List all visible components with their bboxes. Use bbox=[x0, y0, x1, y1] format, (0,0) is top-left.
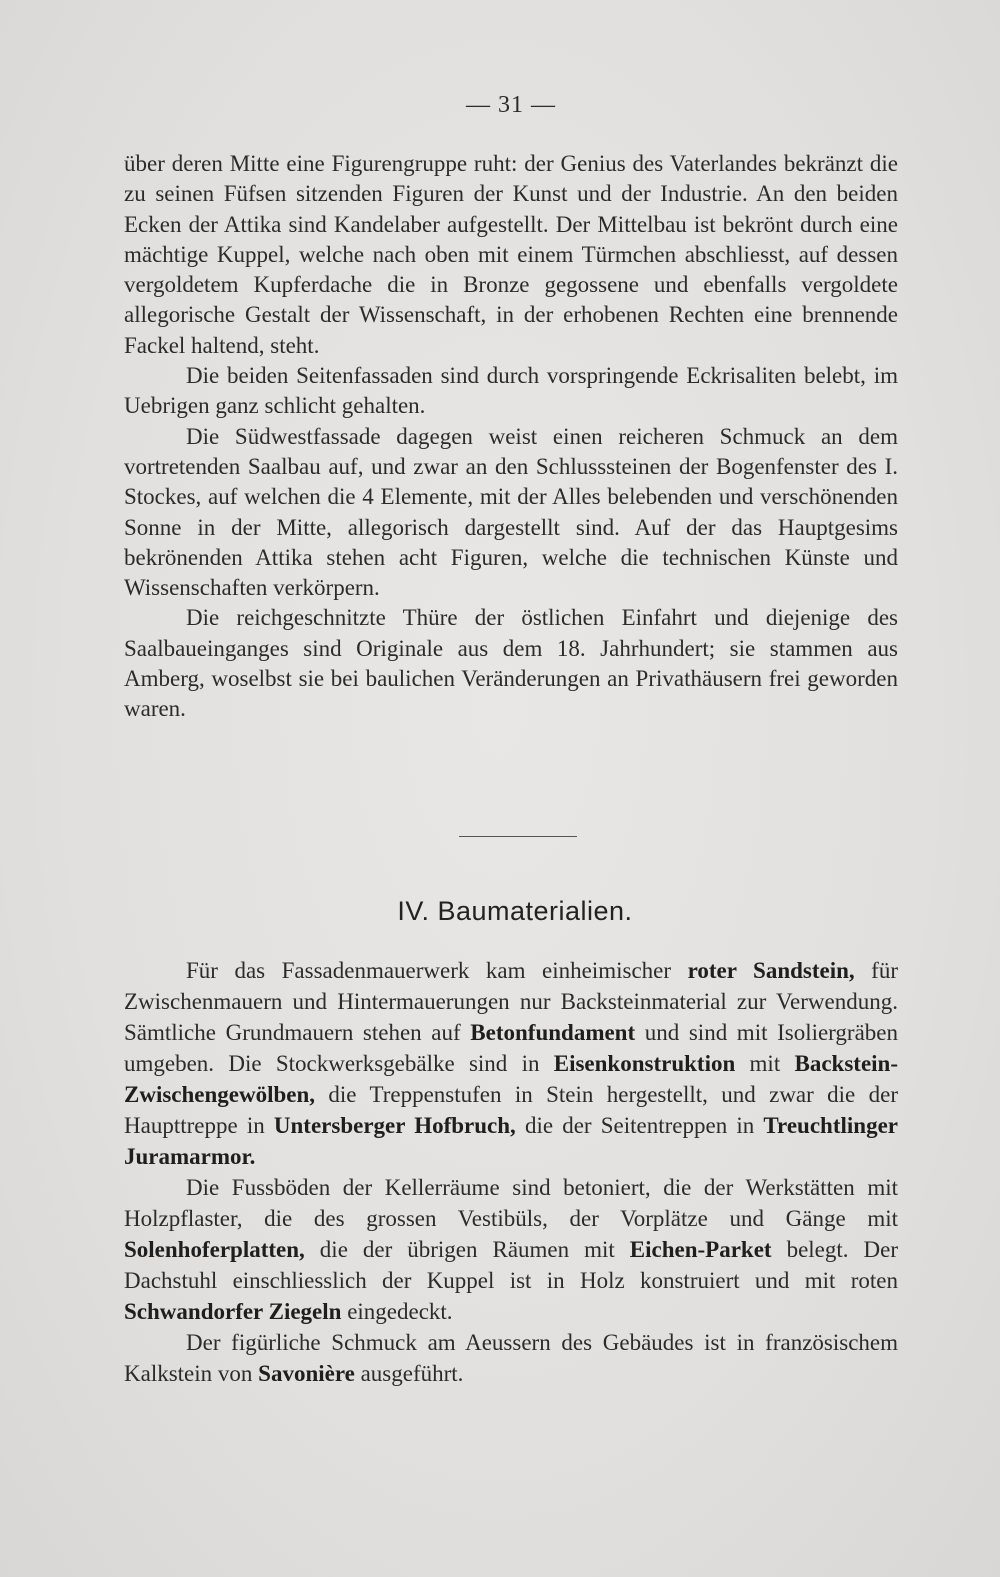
emphasized-term: Untersberger Hofbruch, bbox=[273, 1113, 516, 1138]
emphasized-term: Treuchtlinger Juramarmor. bbox=[124, 1113, 898, 1169]
text-run: die der Seitentreppen in bbox=[515, 1113, 764, 1138]
section-divider bbox=[459, 836, 577, 837]
emphasized-term: Eisenkonstruktion bbox=[553, 1051, 736, 1076]
paragraph bbox=[124, 1172, 898, 1327]
emphasized-term: Backstein-Zwischengewölben, bbox=[124, 1051, 898, 1107]
emphasized-term: Schwandorfer Ziegeln bbox=[124, 1299, 342, 1324]
text-section-materials bbox=[124, 955, 898, 1389]
text-run: die Treppenstufen in Stein hergestellt, und zwar die der Haupttreppe in bbox=[124, 1082, 898, 1138]
emphasized-term: Betonfundament bbox=[470, 1020, 636, 1045]
text-run: mit bbox=[735, 1051, 795, 1076]
paragraph: Die beiden Seitenfassaden sind durch vorspringende Eckrisaliten belebt, im Uebrigen ganz schlicht gehalten. bbox=[124, 363, 898, 419]
paragraph bbox=[124, 955, 898, 1172]
text-run: die der übrigen Räumen mit bbox=[304, 1237, 630, 1262]
emphasized-term: Solenhoferplatten, bbox=[124, 1237, 305, 1262]
text-run: und sind mit Isoliergräben umgeben. Die Stockwerksgebälke sind in bbox=[124, 1020, 898, 1076]
paragraph: über deren Mitte eine Figurengruppe ruht: der Genius des Vaterlandes bekränzt die zu seinen Füfsen sitzenden Figuren der Kunst und der Industrie. An den beiden Ecken der Attika sind Kandelaber aufgestellt. Der Mittelbau ist bekrönt durch eine mächtige Kuppel, welche nach oben mit einem Türmchen abschliesst, auf dessen vergoldetem Kupferdache die in Bronze gegossene und ebenfalls vergoldete allegorische Gestalt der Wissenschaft, in der erhobenen Rechten eine brennende Fackel haltend, steht. bbox=[124, 151, 898, 358]
text-run: Die Fussböden der Kellerräume sind betoniert, die der Werkstätten mit Holzpflaster, die des grossen Vestibüls, der Vorplätze und Gänge mit bbox=[124, 1175, 898, 1231]
paragraph bbox=[124, 1327, 898, 1389]
paragraph: Die reichgeschnitzte Thüre der östlichen Einfahrt und diejenige des Saalbaueinganges sind Originale aus dem 18. Jahrhundert; sie stammen aus Amberg, woselbst sie bei baulichen Veränderungen an Privathäusern frei geworden waren. bbox=[124, 605, 898, 722]
section-heading: IV. Baumaterialien. bbox=[397, 896, 633, 926]
paragraph: Die Südwestfassade dagegen weist einen reicheren Schmuck an dem vortretenden Saalbau auf, und zwar an den Schlusssteinen der Bogenfenster des I. Stockes, auf welchen die 4 Elemente, mit der Alles belebenden und verschönenden Sonne in der Mitte, allegorisch dargestellt sind. Auf der das Hauptgesims bekrönenden Attika stehen acht Figuren, welche die technischen Künste und Wissenschaften verkörpern. bbox=[124, 423, 898, 601]
text-run: Für das Fassadenmauerwerk kam einheimischer bbox=[186, 958, 688, 983]
text-run: belegt. Der Dachstuhl einschliesslich der Kuppel ist in Holz konstruiert und mit roten bbox=[124, 1237, 898, 1293]
emphasized-term: Savonière bbox=[258, 1361, 355, 1386]
text-run: ausgeführt. bbox=[354, 1361, 464, 1386]
text-run: für Zwischenmauern und Hintermauerungen nur Backsteinmaterial zur Verwendung. Sämtliche Grundmauern stehen auf bbox=[124, 958, 898, 1045]
text-run: eingedeckt. bbox=[341, 1299, 453, 1324]
emphasized-term: roter Sandstein, bbox=[687, 958, 855, 983]
emphasized-term: Eichen-Parket bbox=[629, 1237, 772, 1262]
text-run: Der figürliche Schmuck am Aeussern des Gebäudes ist in französischem Kalkstein von bbox=[124, 1330, 898, 1386]
text-section-facades bbox=[124, 149, 898, 725]
page-number: — 31 — bbox=[466, 92, 556, 118]
